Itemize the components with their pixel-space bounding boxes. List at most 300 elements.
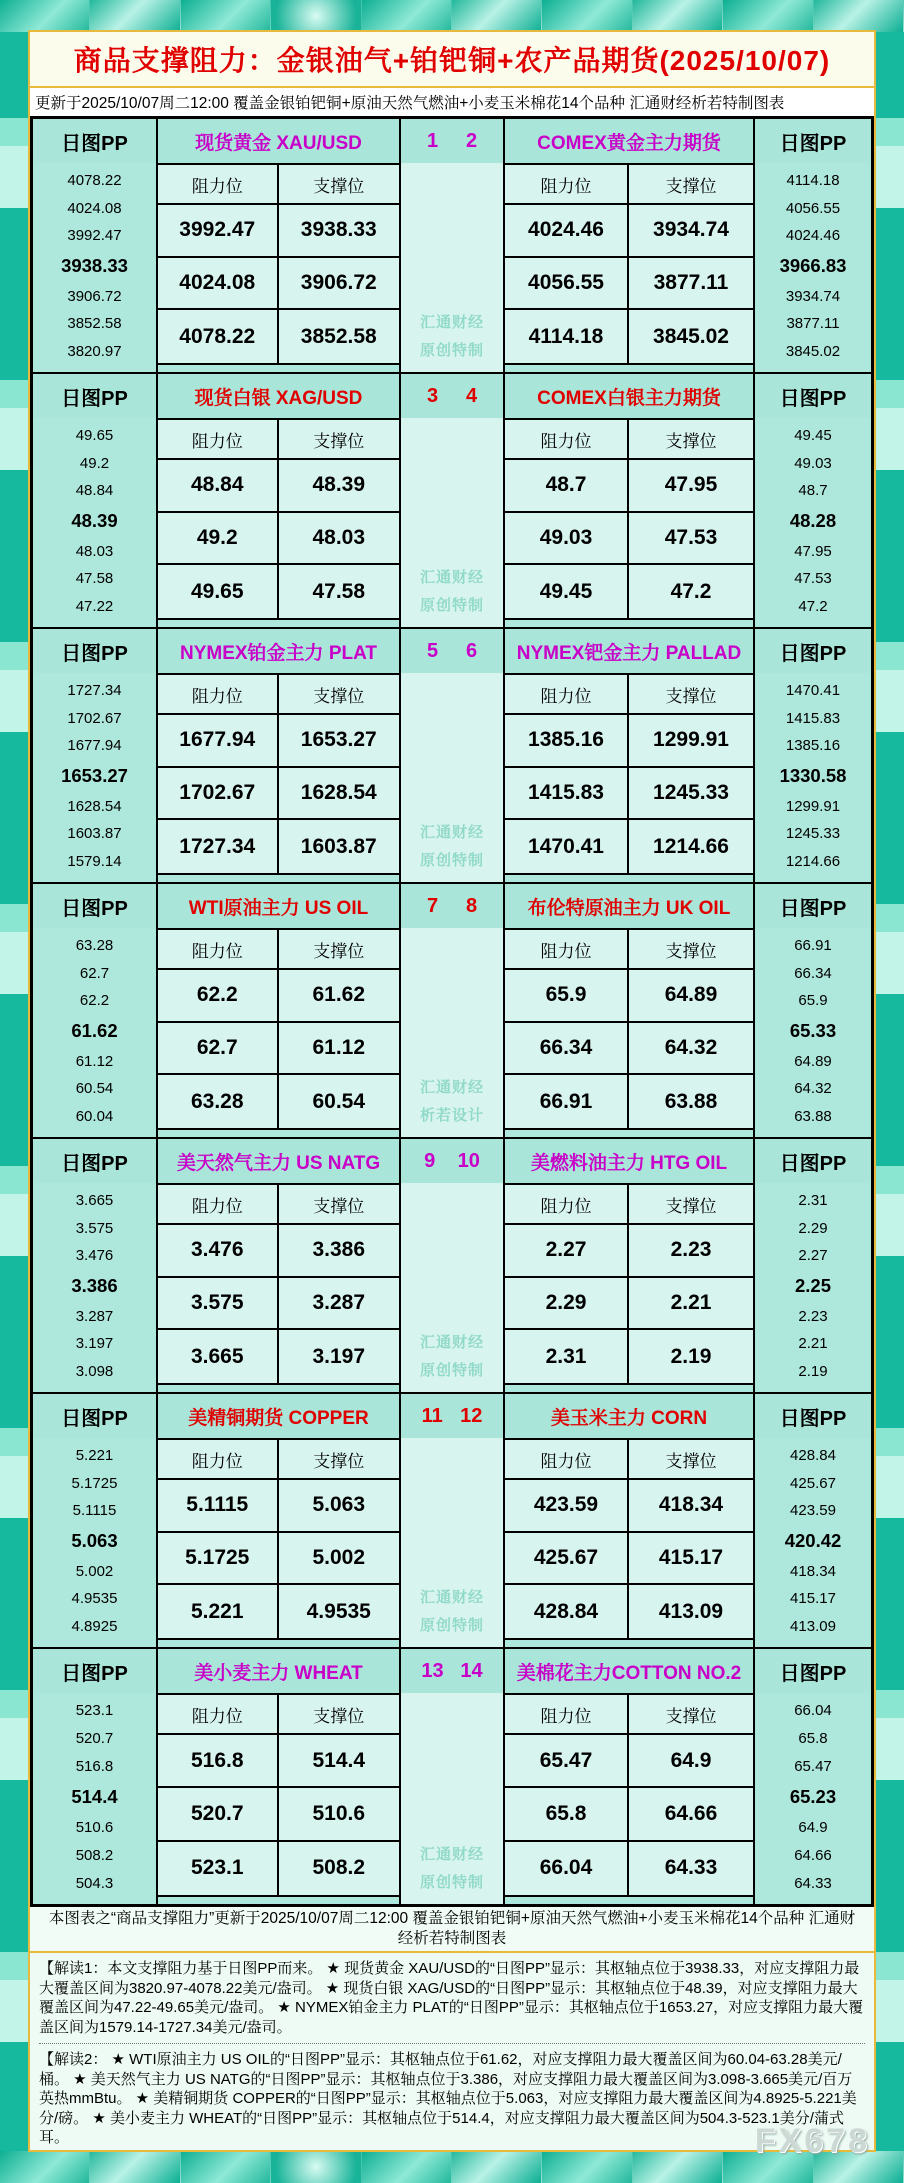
pp-value: 64.32 [794,1080,832,1098]
support-value: 47.2 [670,579,712,603]
pp-value: 418.34 [790,1562,836,1580]
watermark-text: 原创特制 [419,1617,484,1634]
pp-value: 4024.08 [67,199,122,217]
commodity-block-copper [33,1394,871,1649]
pair-column [399,884,503,1137]
resistance-value: 3.476 [158,1225,279,1278]
instrument-right [503,1139,753,1392]
support-value: 1628.54 [279,768,400,821]
support-value: 1653.27 [279,715,400,768]
support-value: 61.62 [279,970,400,1023]
watermark-cell [401,163,503,372]
watermark-text: 原创特制 [419,342,484,359]
resistance-header: 阻力位 [158,1695,279,1735]
notes-divider [39,2043,865,2044]
pp-value: 64.89 [794,1052,832,1070]
resistance-value: 65.8 [505,1788,629,1841]
resistance-value: 5.1115 [158,1480,279,1533]
instrument-title: WTI原油主力 US OIL [158,884,399,928]
resistance-value: 1470.41 [505,820,629,873]
instrument-title: NYMEX钯金主力 PALLAD [505,629,753,673]
pp-value: 63.88 [794,1107,832,1125]
pp-value: 415.17 [790,1590,836,1608]
support-header: 支撑位 [279,165,400,205]
instrument-title: 美玉米主力 CORN [505,1394,753,1438]
pair-number: 8 [465,894,478,917]
watermark-text: 汇通财经 [419,824,484,841]
watermark-text: 汇通财经 [419,314,484,331]
resistance-value: 423.59 [505,1480,629,1533]
pp-value: 504.3 [75,1875,114,1892]
support-value: 3906.72 [279,258,400,311]
support-value: 510.6 [279,1788,400,1841]
support-header: 支撑位 [279,675,400,715]
pp-header: 日图PP [33,374,156,418]
pp-value: 1677.94 [67,737,122,755]
pair-number: 1 [426,129,439,152]
pp-value: 3.575 [75,1219,114,1237]
pp-value: 5.1115 [72,1502,117,1520]
support-value: 64.66 [629,1788,753,1841]
resistance-value: 516.8 [158,1735,279,1788]
support-header: 支撑位 [629,930,753,970]
resistance-value: 1677.94 [158,715,279,768]
pp-column-left [33,629,156,882]
note-interpretation-1: 【解读1：本文支撑阻力基于日图PP而来。 ★ 现货黄金 XAU/USD的“日图PP”显示：其枢轴点位于3938.33，对应支撑阻力最大覆盖区间为3820.97-4078.22美元/盎司。 ★ 现货白银 XAG/USD的“日图PP”显示：其枢轴点位于48.39，对应支撑阻力最大覆盖区间为47.22-49.65美元/盎司。 ★ NYMEX铂金主力 PLAT的“日图PP”显示：其枢轴点位于1653.27，对应支撑阻力最大覆盖区间为1579.14-1727.34美元/盎司。 [39,1960,864,2036]
pp-value: 1603.87 [67,825,122,843]
resistance-header: 阻力位 [505,1185,629,1225]
support-value: 5.063 [279,1480,400,1533]
resistance-value: 65.47 [505,1735,629,1788]
resistance-value: 62.2 [158,970,279,1023]
resistance-value: 48.7 [505,460,629,513]
resistance-header: 阻力位 [505,420,629,460]
instrument-right [503,1394,753,1647]
support-value: 3852.58 [300,324,377,348]
watermark-cell [401,673,503,882]
pp-column-right [753,119,871,372]
instrument-title: 美燃料油主力 HTG OIL [505,1139,753,1183]
pp-value: 1385.16 [785,737,841,755]
pp-value: 413.09 [790,1617,836,1635]
instrument-title: 美精铜期货 COPPER [158,1394,399,1438]
pp-value: 1727.34 [67,682,122,699]
pp-value: 1245.33 [785,825,841,843]
support-header: 支撑位 [279,1185,400,1225]
support-value: 418.34 [629,1480,753,1533]
resistance-value: 520.7 [158,1788,279,1841]
pp-value: 65.47 [794,1758,832,1775]
pp-value: 60.04 [75,1107,114,1125]
watermark-cell [401,418,503,627]
pp-value: 3845.02 [785,342,841,360]
resistance-header: 阻力位 [505,675,629,715]
pp-value: 520.7 [75,1730,114,1747]
resistance-value: 4114.18 [505,310,629,363]
footer-summary: 本图表之“商品支撑阻力”更新于2025/10/07周二12:00 覆盖金银铂钯铜+原油天然气燃油+小麦玉米棉花14个品种 汇通财经析若特制图表 [30,1907,874,1953]
pp-value: 3.665 [75,1192,114,1209]
pp-value: 2.27 [798,1247,828,1265]
pair-number: 3 [426,384,439,407]
watermark-text: 原创特制 [419,597,484,614]
pp-value: 47.22 [75,597,114,615]
support-value: 4.9535 [306,1599,371,1623]
pp-value: 3934.74 [785,287,841,305]
pair-number: 5 [426,639,439,662]
pair-number: 13 [421,1659,444,1682]
pp-ladder-right [755,1693,871,1904]
pp-value: 1415.83 [785,709,841,727]
pp-ladder-left [33,418,156,627]
pp-pivot-value: 65.23 [789,1786,837,1807]
content-frame [28,30,876,2152]
pp-pivot-value: 61.62 [71,1019,118,1041]
support-value: 1214.66 [653,834,729,858]
pp-value: 516.8 [75,1758,114,1775]
support-header: 支撑位 [279,1695,400,1735]
commodity-block-oil [33,884,871,1139]
resistance-value: 66.04 [505,1842,629,1895]
support-value: 415.17 [629,1533,753,1586]
pp-value: 65.9 [798,992,828,1010]
support-value: 413.09 [658,1599,724,1623]
support-value: 64.32 [629,1023,753,1076]
pp-value: 3820.97 [67,342,122,360]
pp-value: 4056.55 [785,199,841,217]
pp-value: 3906.72 [67,287,122,305]
levels-table [158,163,399,365]
resistance-value: 4056.55 [505,258,629,311]
support-value: 47.95 [629,460,753,513]
pp-ladder-left [33,163,156,372]
support-value: 1603.87 [300,834,377,858]
support-value: 64.33 [664,1856,718,1880]
watermark-text: 汇通财经 [419,1334,484,1351]
resistance-header: 阻力位 [158,1185,279,1225]
instrument-title: 现货黄金 XAU/USD [158,119,399,163]
levels-table [505,418,753,620]
pair-numbers [401,119,503,163]
levels-table [158,673,399,875]
pair-column [399,1139,503,1392]
pp-value: 4.9535 [71,1590,118,1608]
pp-ladder-right [755,418,871,627]
support-value: 64.9 [629,1735,753,1788]
resistance-value: 49.45 [505,565,629,618]
levels-table [158,1693,399,1897]
pp-value: 5.002 [75,1562,114,1580]
pp-pivot-value: 65.33 [789,1019,837,1041]
pp-value: 47.53 [794,570,832,588]
support-value: 61.12 [279,1023,400,1076]
watermark-text: 汇通财经 [419,1079,484,1096]
support-value: 514.4 [279,1735,400,1788]
pair-numbers [401,1649,503,1693]
pp-value: 3.287 [75,1307,114,1325]
pp-value: 510.6 [75,1819,114,1836]
pp-value: 62.2 [79,992,110,1010]
resistance-header: 阻力位 [158,420,279,460]
pp-column-right [753,629,871,882]
support-value: 48.03 [279,513,400,566]
support-value: 2.19 [670,1344,712,1368]
pair-numbers [401,1394,503,1438]
pp-pivot-value: 514.4 [71,1786,118,1807]
instrument-left [156,1139,399,1392]
pp-pivot-value: 1653.27 [61,764,128,786]
levels-table [505,163,753,365]
pp-column-right [753,374,871,627]
instrument-title: COMEX白银主力期货 [505,374,753,418]
watermark-text: 析若设计 [419,1107,484,1124]
pair-number: 9 [424,1149,436,1172]
pp-value: 66.04 [794,1702,832,1719]
instrument-right [503,374,753,627]
title-bar [30,32,874,88]
support-value: 3877.11 [629,258,753,311]
pp-value: 3992.47 [67,227,122,245]
pair-number: 4 [465,384,478,407]
mosaic-border-top [0,0,904,32]
instrument-left [156,1394,399,1647]
mosaic-border-right [876,32,904,2151]
instrument-title: 美天然气主力 US NATG [158,1139,399,1183]
pp-value: 60.54 [75,1080,114,1098]
resistance-value: 2.31 [505,1330,629,1383]
pp-column-left [33,1394,156,1647]
support-header: 支撑位 [629,675,753,715]
pair-column [399,1649,503,1904]
support-value: 64.89 [629,970,753,1023]
watermark-text: 原创特制 [419,852,484,869]
watermark-cell [401,1693,503,1904]
resistance-value: 4078.22 [158,310,279,363]
pp-value: 47.2 [798,597,828,615]
pair-column [399,1394,503,1647]
levels-table [158,928,399,1130]
levels-table [505,1693,753,1897]
resistance-value: 3992.47 [158,205,279,258]
instrument-title: 现货白银 XAG/USD [158,374,399,418]
pp-header: 日图PP [33,1394,156,1438]
pp-header: 日图PP [33,629,156,673]
pp-pivot-value: 3966.83 [779,254,847,276]
pp-ladder-right [755,673,871,882]
instrument-right [503,629,753,882]
levels-table [505,673,753,875]
resistance-header: 阻力位 [158,1440,279,1480]
resistance-value: 2.29 [505,1278,629,1331]
pp-value: 425.67 [790,1474,836,1492]
instrument-right [503,884,753,1137]
pp-value: 423.59 [790,1502,836,1520]
pp-ladder-left [33,1693,156,1904]
resistance-value: 523.1 [158,1842,279,1895]
support-value: 3.386 [279,1225,400,1278]
instrument-title: 美棉花主力COTTON NO.2 [505,1649,753,1693]
pp-ladder-right [755,1183,871,1392]
support-header: 支撑位 [279,420,400,460]
support-value: 63.88 [664,1089,718,1113]
support-value: 3845.02 [653,324,729,348]
pp-value: 4.8925 [71,1617,118,1635]
pp-value: 2.29 [798,1219,828,1237]
commodity-block-gold [33,119,871,374]
instrument-left [156,1649,399,1904]
instrument-title: 美小麦主力 WHEAT [158,1649,399,1693]
pp-header: 日图PP [755,629,871,673]
support-header: 支撑位 [629,420,753,460]
pp-value: 523.1 [75,1702,114,1719]
pp-value: 5.1725 [71,1474,118,1492]
levels-table [158,418,399,620]
pp-pivot-value: 420.42 [784,1529,842,1551]
watermark-text: 汇通财经 [419,1846,484,1863]
support-value: 47.53 [629,513,753,566]
pp-pivot-value: 3.386 [71,1274,118,1296]
pp-column-left [33,119,156,372]
resistance-header: 阻力位 [158,165,279,205]
pair-number: 7 [426,894,439,917]
pp-value: 1214.66 [785,852,841,870]
pp-value: 63.28 [75,937,114,954]
pp-column-left [33,1649,156,1904]
resistance-value: 5.221 [158,1585,279,1638]
pp-value: 49.65 [75,427,114,444]
pair-column [399,374,503,627]
levels-table [158,1183,399,1385]
pp-pivot-value: 3938.33 [61,254,128,276]
resistance-value: 1385.16 [505,715,629,768]
support-header: 支撑位 [279,1440,400,1480]
resistance-value: 1727.34 [158,820,279,873]
support-header: 支撑位 [629,1185,753,1225]
pp-value: 508.2 [75,1847,114,1864]
resistance-value: 3.665 [158,1330,279,1383]
resistance-value: 49.65 [158,565,279,618]
pp-value: 3.476 [75,1247,114,1265]
pp-value: 61.12 [75,1052,114,1070]
pp-value: 5.221 [75,1447,114,1464]
watermark-cell [401,1438,503,1647]
pp-value: 48.7 [798,482,828,500]
support-value: 1245.33 [629,768,753,821]
pp-value: 48.84 [75,482,114,500]
instrument-left [156,629,399,882]
commodity-block-natgas [33,1139,871,1394]
resistance-value: 425.67 [505,1533,629,1586]
instrument-title: COMEX黄金主力期货 [505,119,753,163]
pair-number: 10 [457,1149,480,1172]
watermark-text: 汇通财经 [419,569,484,586]
pp-value: 1702.67 [67,709,122,727]
pair-numbers [401,884,503,928]
note-interpretation-2: 【解读2： ★ WTI原油主力 US OIL的“日图PP”显示：其枢轴点位于61.62，对应支撑阻力最大覆盖区间为60.04-63.28美元/桶。 ★ 美天然气主力 US NATG的“日图PP”显示：其枢轴点位于3.386，对应支撑阻力最大覆盖区间为3.098-3.665美元/百万英热mmBtu。 ★ 美精铜期货 COPPER的“日图PP”显示：其枢轴点位于5.063，对应支撑阻力最大覆盖区间为4.8925-5.221美分/磅。 ★ 美小麦主力 WHEAT的“日图PP”显示：其枢轴点位于514.4，对应支撑阻力最大覆盖区间为504.3-523.1美分/蒲式耳。 [39,2051,857,2146]
instrument-title: NYMEX铂金主力 PLAT [158,629,399,673]
support-value: 2.23 [629,1225,753,1278]
pp-pivot-value: 48.28 [789,509,837,531]
pp-ladder-left [33,1438,156,1647]
pp-header: 日图PP [755,1649,871,1693]
instrument-right [503,1649,753,1904]
pp-value: 1579.14 [67,852,122,870]
pair-number: 2 [465,129,478,152]
support-header: 支撑位 [279,930,400,970]
pp-value: 47.58 [75,570,114,588]
pair-numbers [401,374,503,418]
commodity-block-wheat [33,1649,871,1904]
support-value: 3934.74 [629,205,753,258]
pp-value: 49.2 [79,454,110,472]
mosaic-border-left [0,32,28,2151]
pp-header: 日图PP [755,1139,871,1183]
support-value: 47.58 [312,579,366,603]
pair-number: 6 [465,639,478,662]
watermark-text: 原创特制 [419,1362,484,1379]
levels-table [505,928,753,1130]
support-header: 支撑位 [629,165,753,205]
pp-header: 日图PP [33,884,156,928]
pp-column-right [753,1649,871,1904]
pp-value: 62.7 [79,964,110,982]
pair-number: 12 [460,1404,483,1427]
resistance-value: 4024.46 [505,205,629,258]
pp-value: 3852.58 [67,315,122,333]
pp-value: 65.8 [798,1730,828,1747]
instrument-title: 布伦特原油主力 UK OIL [505,884,753,928]
support-value: 1299.91 [629,715,753,768]
resistance-value: 66.34 [505,1023,629,1076]
pp-pivot-value: 1330.58 [779,764,847,786]
commodity-block-platinum [33,629,871,884]
pp-value: 66.34 [794,964,832,982]
resistance-value: 3.575 [158,1278,279,1331]
pp-ladder-left [33,673,156,882]
resistance-value: 62.7 [158,1023,279,1076]
pp-value: 428.84 [790,1447,836,1464]
support-value: 508.2 [312,1856,366,1880]
support-value: 3.287 [279,1278,400,1331]
support-value: 3.197 [312,1344,366,1368]
pp-value: 47.95 [794,542,832,560]
pp-ladder-right [755,163,871,372]
subtitle-bar: 更新于2025/10/07周二12:00 覆盖金银铂钯铜+原油天然气燃油+小麦玉米棉花14个品种 汇通财经析若特制图表 [30,88,874,116]
pp-column-right [753,884,871,1137]
support-value: 3938.33 [279,205,400,258]
resistance-header: 阻力位 [505,165,629,205]
pp-value: 3877.11 [786,315,840,333]
pair-numbers [401,1139,503,1183]
pp-value: 66.91 [794,937,832,954]
pp-ladder-right [755,1438,871,1647]
pp-header: 日图PP [755,119,871,163]
pp-value: 2.21 [798,1335,828,1353]
pp-ladder-left [33,928,156,1137]
pp-header: 日图PP [33,1139,156,1183]
resistance-header: 阻力位 [158,675,279,715]
resistance-value: 49.2 [158,513,279,566]
levels-table [505,1438,753,1640]
pair-column [399,119,503,372]
pp-value: 2.19 [798,1362,828,1380]
notes-section [30,1953,874,2148]
resistance-value: 5.1725 [158,1533,279,1586]
pp-column-left [33,884,156,1137]
pp-value: 4114.18 [786,172,840,189]
instrument-left [156,374,399,627]
pivot-table [30,116,874,1907]
pp-value: 64.66 [794,1847,832,1864]
